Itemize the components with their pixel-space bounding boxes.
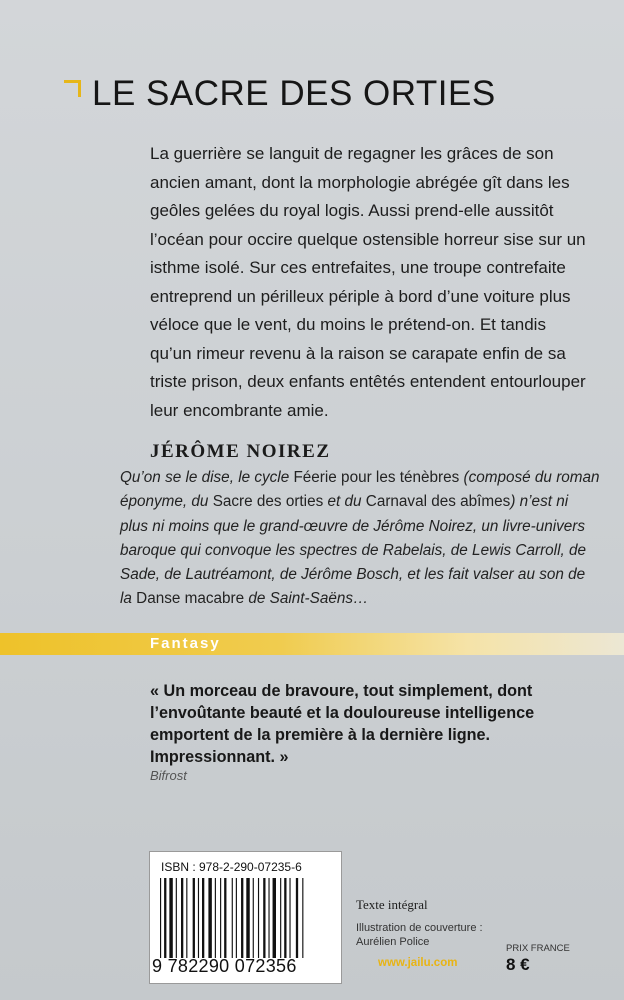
review-quote: « Un morceau de bravoure, tout simplement, dont l’envoûtante beauté et la douloureuse intelligence emportent de la première à la dernière ligne. Impressionnant. » [150, 682, 535, 766]
barcode-bar [263, 878, 265, 958]
barcode-bar [268, 878, 269, 958]
price-value: 8 € [506, 955, 530, 974]
genre-band [0, 633, 624, 655]
barcode-bar [236, 878, 237, 958]
barcode-bar [198, 878, 199, 958]
barcode-bar [176, 878, 177, 958]
genre-label: Fantasy [150, 635, 221, 652]
barcode-bar [302, 878, 303, 958]
barcode-bar [224, 878, 226, 958]
bio-text: ) n’est ni plus ni moins que le grand-œuvre de Jérôme Noirez, un livre-univers baroque qui convoque les spectres de Rabelais, de Lewis Carroll, de Sade, de Lautréamont, de Jérôme Bosch, et les fait valser au son de la [120, 493, 586, 608]
barcode-bar [280, 878, 281, 958]
barcode-bar [208, 878, 211, 958]
bio-text: de Saint-Saëns… [244, 590, 369, 608]
illustrator-name: Aurélien Police [356, 936, 430, 948]
bio-book-title: Sacre des orties [212, 493, 324, 511]
barcode-bar [181, 878, 183, 958]
barcode-bar [241, 878, 243, 958]
barcode-digits: 9 782290 072356 [152, 956, 297, 976]
bio-cycle-title: Féerie pour les ténèbres [293, 469, 460, 486]
barcode-bar [215, 878, 216, 958]
synopsis-paragraph: La guerrière se languit de regagner les grâces de son ancien amant, dont la morphologie abrégée gît dans les geôles gelées du royal logis. Aussi prend-elle aussitôt l’océan pour occire quelque ostensible horreur sise sur un isthme isolé. Sur ces entrefaites, une troupe contrefaite entreprend un périlleux périple à bord d’une voiture plus véloce que le vent, du moins le prétend-on. Et tandis qu’un rimeur revenu à la raison se carapate enfin de sa triste prison, deux enfants entêtés entendent entourlouper leur encombrante amie. [150, 144, 586, 420]
barcode-bar [258, 878, 259, 958]
barcode-bar [284, 878, 286, 958]
isbn-label: ISBN : 978-2-290-07235-6 [161, 860, 302, 874]
barcode-bar [220, 878, 221, 958]
bio-text: Qu’on se le dise, le cycle [120, 469, 294, 486]
barcode-bar [273, 878, 276, 958]
barcode-bar [193, 878, 195, 958]
barcode-box [149, 851, 342, 984]
corner-bracket-mark [64, 80, 81, 97]
barcode-bar [186, 878, 187, 958]
price-label: PRIX FRANCE [506, 943, 570, 954]
barcode-bar [169, 878, 172, 958]
illustration-credit-label: Illustration de couverture : [356, 922, 483, 934]
bio-work-title: Danse macabre [136, 590, 245, 608]
bio-book-title: Carnaval des abîmes [365, 493, 511, 511]
publisher-website[interactable]: www.jailu.com [378, 957, 458, 969]
edition-label: Texte intégral [356, 897, 428, 912]
bio-text: (composé du roman éponyme, du [120, 469, 600, 511]
bio-text: et du [323, 493, 366, 511]
book-title: LE SACRE DES ORTIES [92, 74, 496, 113]
quote-source: Bifrost [150, 768, 187, 783]
barcode-bar [289, 878, 290, 958]
barcode-bar [202, 878, 204, 958]
author-bio [120, 466, 600, 612]
barcode-bar [160, 878, 161, 958]
barcode-bars [158, 878, 334, 958]
author-name: JÉRÔME NOIREZ [150, 441, 331, 462]
barcode-bar [296, 878, 298, 958]
barcode-bar [246, 878, 249, 958]
barcode-bar [164, 878, 166, 958]
barcode-bar [253, 878, 254, 958]
barcode-bar [232, 878, 233, 958]
